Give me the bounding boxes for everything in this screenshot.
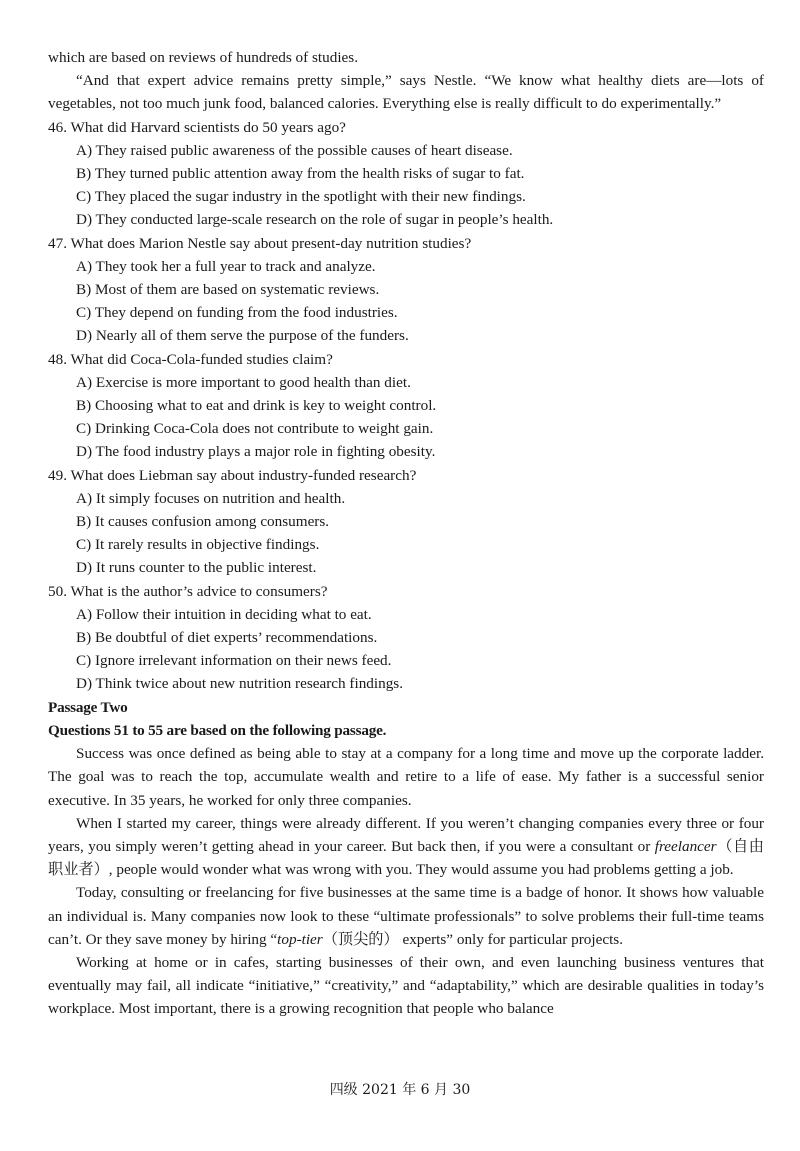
option-a: A) They raised public awareness of the possible causes of heart disease. bbox=[76, 141, 513, 159]
paragraph-text: experts” only for particular projects. bbox=[398, 930, 624, 948]
option-c: C) Drinking Coca-Cola does not contribute to weight gain. bbox=[76, 420, 434, 438]
option-a: A) Follow their intuition in deciding what to eat. bbox=[76, 605, 372, 623]
option-b: B) Most of them are based on systematic reviews. bbox=[76, 281, 380, 299]
page-footer: 四级 2021 年 6 月 30 bbox=[329, 1082, 471, 1098]
question-48 bbox=[48, 348, 764, 464]
question-stem: 46. What did Harvard scientists do 50 years ago? bbox=[48, 118, 346, 136]
option-a: A) It simply focuses on nutrition and health. bbox=[76, 489, 346, 507]
passage-two-instruction: Questions 51 to 55 are based on the following passage. bbox=[48, 721, 387, 739]
option-c: C) It rarely results in objective findings. bbox=[76, 536, 320, 554]
passage-two-paragraph-4: Working at home or in cafes, starting businesses of their own, and even launching business ventures that eventually may fail, all indicate “initiative,” “creativity,” and “adaptability,” which are desirable qualities in today’s workplace. Most important, there is a growing recognition that people who balance bbox=[48, 953, 764, 1018]
passage-one-quote-paragraph: “And that expert advice remains pretty simple,” says Nestle. “We know what healthy diets are—lots of vegetables, not too much junk food, balanced calories. Everything else is really difficult to do experimentally.” bbox=[48, 72, 764, 113]
paragraph-text: When I started my career, things were already different. If you weren’t changing companies every three or four years, you simply weren’t getting ahead in your career. But back then, if you were a consultant or bbox=[48, 814, 764, 855]
passage-two-paragraph-3 bbox=[48, 881, 764, 951]
question-stem: 47. What does Marion Nestle say about present-day nutrition studies? bbox=[48, 234, 472, 252]
glossed-term: top-tier bbox=[277, 930, 323, 948]
question-46 bbox=[48, 116, 764, 232]
option-c: C) Ignore irrelevant information on their news feed. bbox=[76, 652, 392, 670]
question-stem: 49. What does Liebman say about industry-funded research? bbox=[48, 466, 417, 484]
option-c: C) They placed the sugar industry in the spotlight with their new findings. bbox=[76, 188, 526, 206]
paragraph-text: , people would wonder what was wrong with you. They would assume you had problems getting a job. bbox=[108, 861, 734, 879]
option-c: C) They depend on funding from the food industries. bbox=[76, 304, 398, 322]
option-a: A) They took her a full year to track and analyze. bbox=[76, 257, 376, 275]
option-d: D) Nearly all of them serve the purpose of the funders. bbox=[76, 327, 409, 345]
option-d: D) Think twice about new nutrition research findings. bbox=[76, 675, 404, 693]
question-stem: 48. What did Coca-Cola-funded studies claim? bbox=[48, 350, 333, 368]
option-b: B) They turned public attention away from the health risks of sugar to fat. bbox=[76, 165, 525, 183]
question-stem: 50. What is the author’s advice to consumers? bbox=[48, 582, 328, 600]
page-content bbox=[48, 46, 764, 1021]
question-50 bbox=[48, 580, 764, 696]
chinese-gloss: （自由职业者） bbox=[48, 837, 764, 879]
option-b: B) Choosing what to eat and drink is key to weight control. bbox=[76, 397, 437, 415]
chinese-gloss: （顶尖的） bbox=[322, 930, 399, 948]
passage-two-paragraph-1: Success was once defined as being able to stay at a company for a long time and move up the corporate ladder. The goal was to reach the top, accumulate wealth and retire to a life of ease. My father is a successful senior executive. In 35 years, he worked for only three companies. bbox=[48, 745, 764, 809]
option-b: B) Be doubtful of diet experts’ recommendations. bbox=[76, 629, 378, 647]
option-d: D) The food industry plays a major role in fighting obesity. bbox=[76, 443, 436, 461]
passage-one-tail-line: which are based on reviews of hundreds of studies. bbox=[48, 49, 358, 66]
passage-two-paragraph-2 bbox=[48, 812, 764, 882]
glossed-term: freelancer bbox=[654, 837, 717, 855]
passage-two-heading: Passage Two bbox=[48, 698, 128, 716]
question-49 bbox=[48, 464, 764, 580]
paragraph-text: Today, consulting or freelancing for five businesses at the same time is a badge of honor. It shows how valuable an individual is. Many companies now look to these “ultimate professionals” to solve problems their full-time teams can’t. Or they save money by hiring “ bbox=[48, 884, 764, 948]
option-d: D) They conducted large-scale research on the role of sugar in people’s health. bbox=[76, 211, 554, 229]
option-b: B) It causes confusion among consumers. bbox=[76, 513, 330, 531]
option-a: A) Exercise is more important to good health than diet. bbox=[76, 373, 411, 391]
option-d: D) It runs counter to the public interest. bbox=[76, 559, 317, 577]
question-47 bbox=[48, 232, 764, 348]
